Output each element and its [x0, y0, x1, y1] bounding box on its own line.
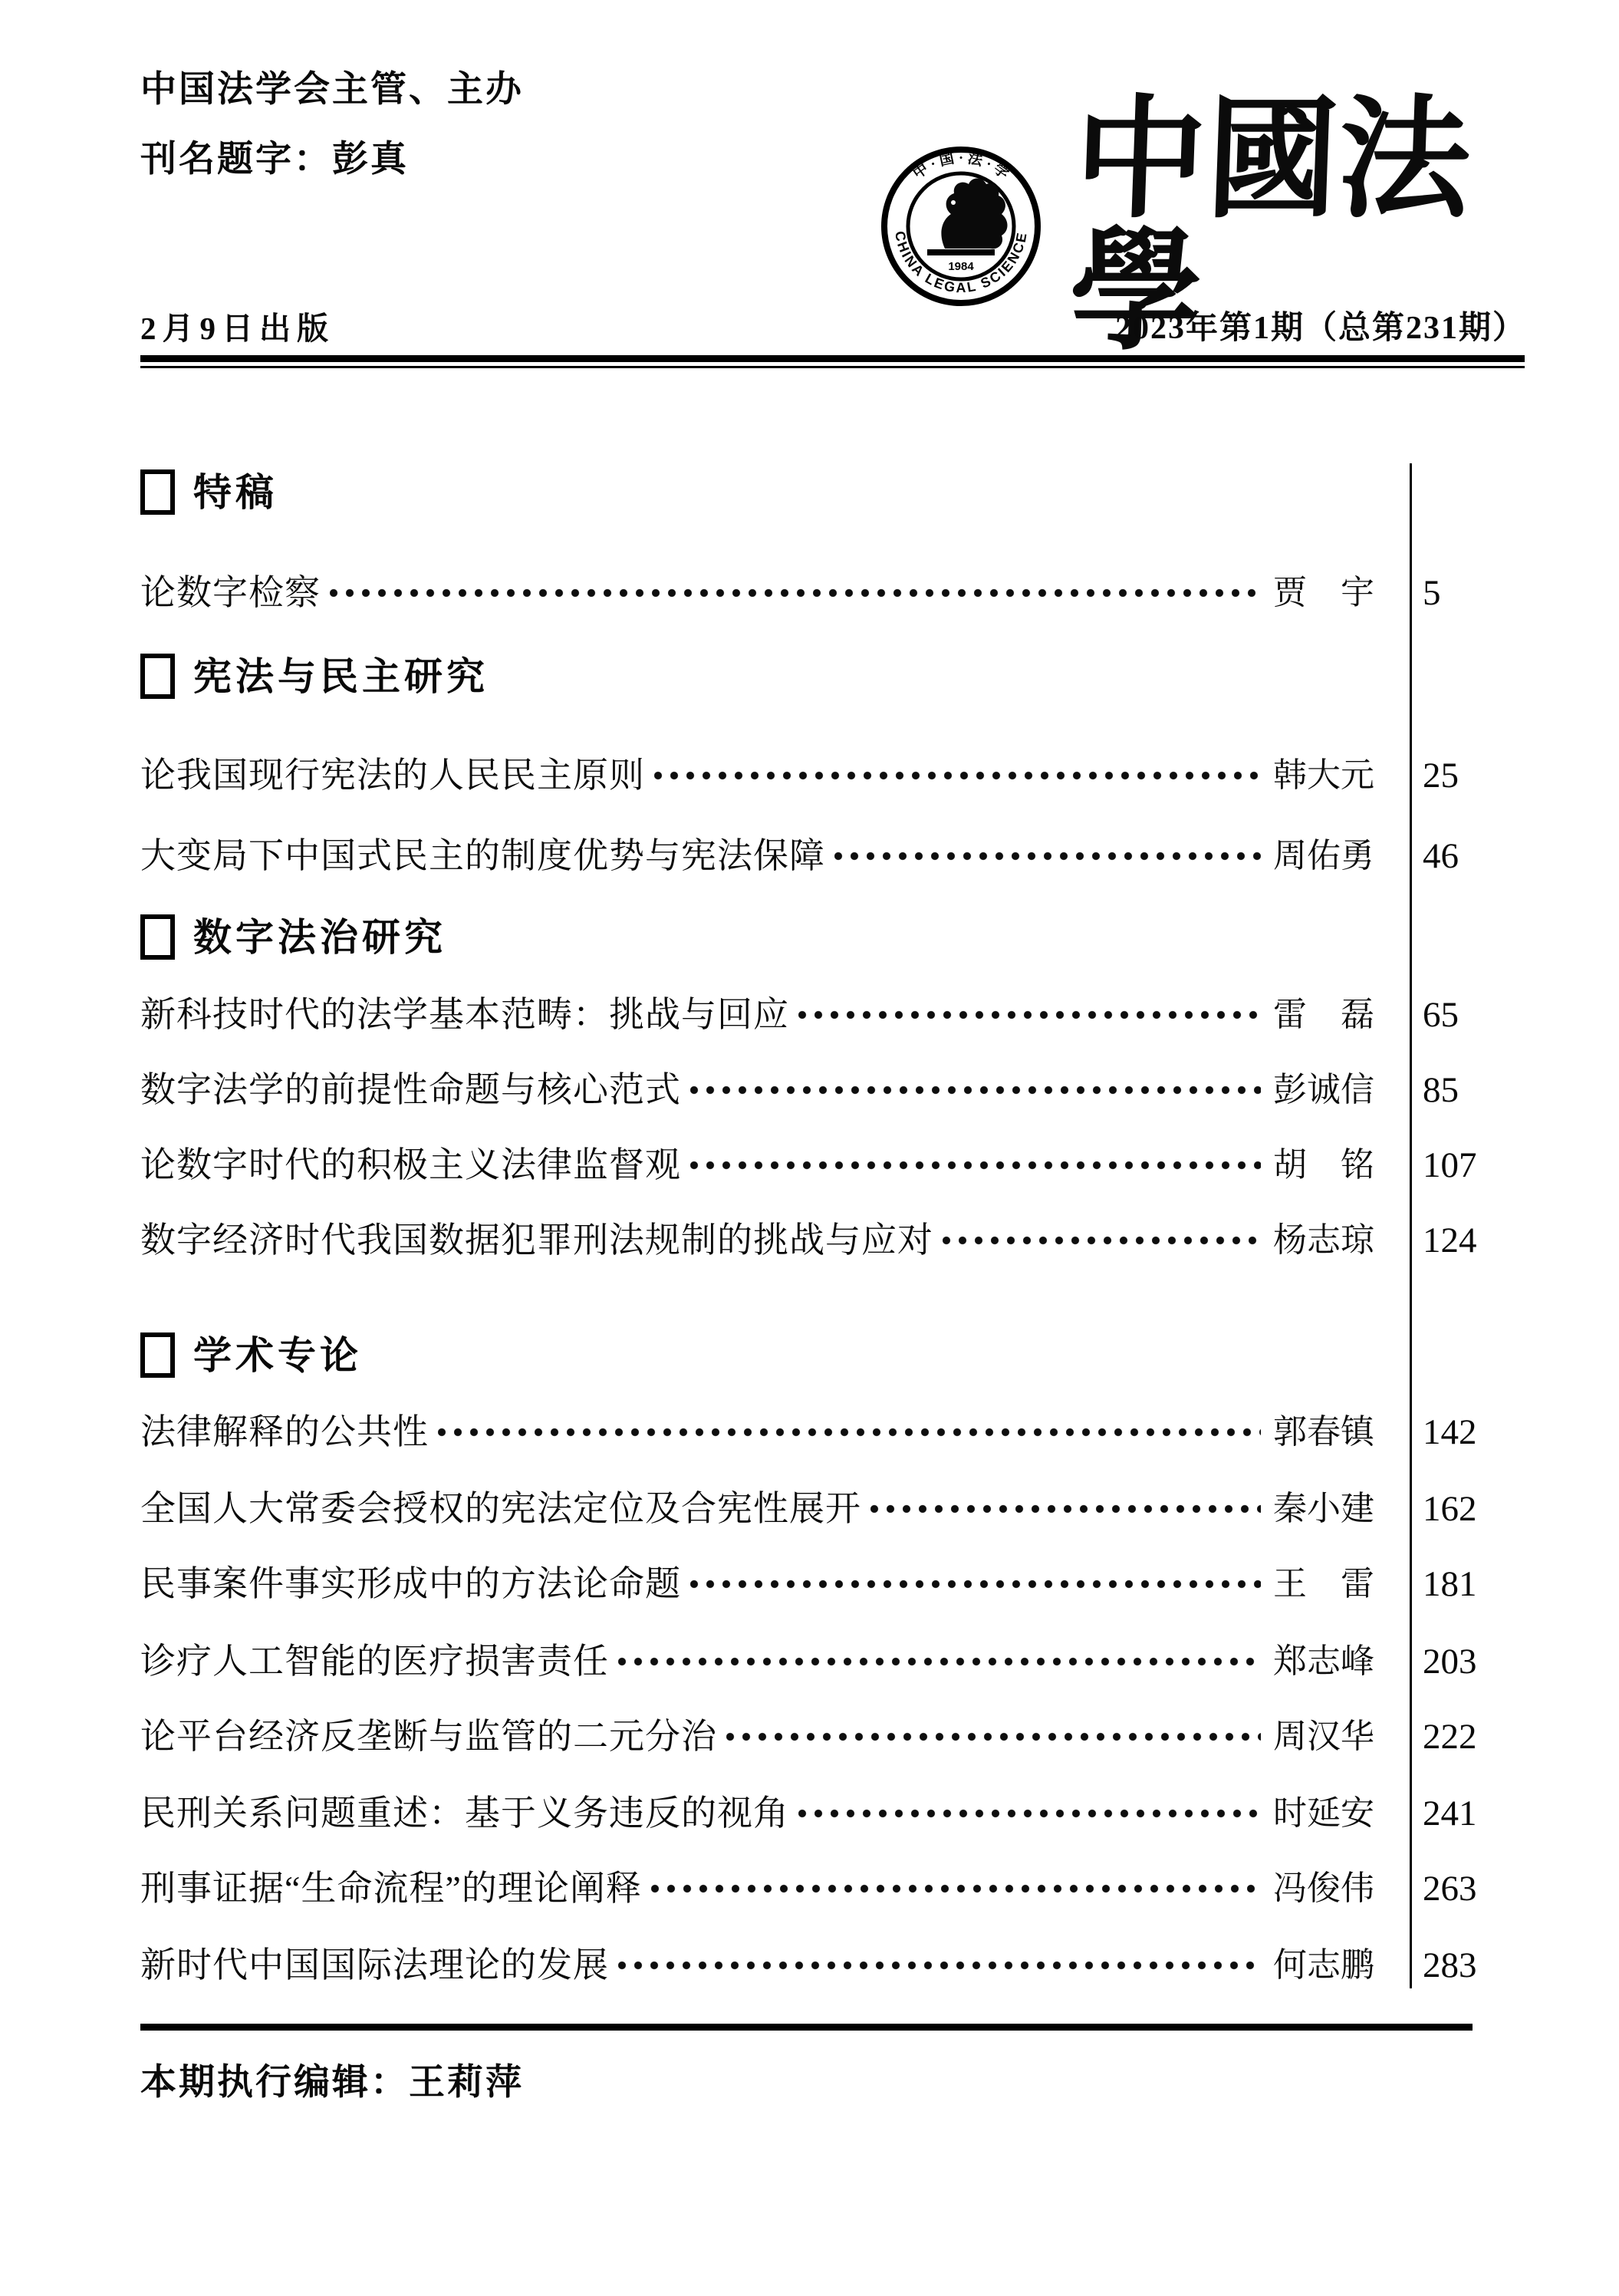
dot-leader: [870, 1502, 1261, 1516]
entry-author: 时延安: [1273, 1794, 1374, 1832]
entry-page-number: 222: [1423, 1716, 1477, 1757]
supervisor-line: 中国法学会主管、主办: [140, 68, 524, 109]
toc-entry: [140, 1715, 1505, 1758]
section-header-tegao: [140, 469, 278, 515]
dot-leader: [618, 1958, 1261, 1972]
entry-title: 论数字时代的积极主义法律监督观: [140, 1145, 681, 1184]
toc-entry: [140, 1792, 1505, 1835]
toc-entry: [140, 1487, 1505, 1530]
entry-page-number: 241: [1423, 1793, 1477, 1833]
entry-page-number: 5: [1423, 572, 1441, 613]
seal-top-text: 中 · 国 · 法 · 学: [910, 150, 1012, 183]
seal-year: 1984: [948, 260, 974, 273]
dot-leader: [618, 1655, 1261, 1668]
entry-page-number: 203: [1423, 1641, 1477, 1682]
toc-entry: [140, 1411, 1505, 1454]
footer-divider-rule: [140, 2024, 1473, 2031]
xiezhi-creature-icon: [941, 179, 1007, 249]
dot-leader: [654, 769, 1261, 782]
section-label: 宪法与民主研究: [193, 654, 489, 698]
toc-entry: [140, 1867, 1505, 1910]
toc-entry: [140, 835, 1505, 878]
section-header-xueshuzhuanlun: [140, 1332, 362, 1378]
toc-entry: [140, 1144, 1505, 1187]
entry-page-number: 181: [1423, 1563, 1477, 1604]
toc-entry: [140, 754, 1505, 797]
publish-date: 2月9日出版: [140, 311, 334, 346]
title-inscription-line: 刊名题字：彭真: [140, 138, 409, 179]
section-header-xianfa: [140, 654, 489, 699]
entry-title: 全国人大常委会授权的宪法定位及合宪性展开: [140, 1489, 861, 1528]
entry-title: 新科技时代的法学基本范畴：挑战与回应: [140, 995, 789, 1034]
entry-title: 论我国现行宪法的人民民主原则: [140, 756, 645, 795]
entry-title: 诊疗人工智能的医疗损害责任: [140, 1642, 609, 1681]
seal-pedestal: [927, 249, 995, 255]
header-divider-rule: [140, 355, 1525, 368]
entry-author: 彭诚信: [1273, 1071, 1374, 1108]
entry-page-number: 283: [1423, 1945, 1477, 1985]
entry-page-number: 142: [1423, 1412, 1477, 1452]
toc-entry: [140, 1219, 1505, 1262]
toc-entry: [140, 1069, 1505, 1112]
dot-leader: [798, 1008, 1261, 1022]
toc-entry: [140, 1563, 1505, 1606]
entry-author: 贾 宇: [1273, 574, 1374, 611]
section-square-icon: [140, 1332, 175, 1378]
entry-title: 论平台经济反垄断与监管的二元分治: [140, 1717, 717, 1756]
dot-leader: [690, 1158, 1261, 1172]
entry-page-number: 85: [1423, 1069, 1459, 1110]
entry-author: 冯俊伟: [1273, 1869, 1374, 1907]
entry-page-number: 107: [1423, 1145, 1477, 1185]
toc-entry: [140, 572, 1505, 614]
entry-author: 郭春镇: [1273, 1413, 1374, 1451]
journal-seal-logo: [879, 144, 1043, 308]
entry-page-number: 263: [1423, 1868, 1477, 1909]
entry-author: 王 雷: [1273, 1565, 1374, 1603]
entry-author: 韩大元: [1273, 756, 1374, 794]
entry-title: 法律解释的公共性: [140, 1412, 429, 1451]
section-label: 学术专论: [193, 1333, 362, 1377]
entry-title: 论数字检察: [140, 573, 321, 612]
toc-entry: [140, 1944, 1505, 1987]
toc-entry: [140, 1640, 1505, 1683]
masthead-left: [140, 68, 524, 179]
section-label: 数字法治研究: [193, 915, 446, 959]
section-square-icon: [140, 914, 175, 960]
entry-title: 民刑关系问题重述：基于义务违反的视角: [140, 1794, 789, 1833]
entry-author: 胡 铭: [1273, 1146, 1374, 1184]
entry-title: 数字法学的前提性命题与核心范式: [140, 1070, 681, 1109]
executive-editor-line: 本期执行编辑：王莉萍: [140, 2061, 524, 2102]
toc-entry: [140, 993, 1505, 1036]
dot-leader: [943, 1234, 1261, 1247]
entry-author: 郑志峰: [1273, 1642, 1374, 1680]
seal-bottom-text: CHINA LEGAL SCIENCE: [892, 229, 1030, 296]
dot-leader: [438, 1425, 1261, 1439]
entry-author: 杨志琼: [1273, 1221, 1374, 1259]
entry-title: 大变局下中国式民主的制度优势与宪法保障: [140, 836, 825, 875]
entry-page-number: 25: [1423, 755, 1459, 796]
dot-leader: [330, 586, 1261, 600]
dot-leader: [651, 1882, 1261, 1896]
entry-title: 新时代中国国际法理论的发展: [140, 1945, 609, 1985]
entry-page-number: 124: [1423, 1220, 1477, 1260]
section-square-icon: [140, 654, 175, 699]
entry-author: 秦小建: [1273, 1490, 1374, 1527]
entry-page-number: 162: [1423, 1488, 1477, 1529]
entry-page-number: 65: [1423, 994, 1459, 1035]
dot-leader: [690, 1083, 1261, 1097]
entry-author: 雷 磊: [1273, 996, 1374, 1033]
dot-leader: [690, 1577, 1261, 1591]
entry-title: 数字经济时代我国数据犯罪刑法规制的挑战与应对: [140, 1220, 933, 1260]
entry-author: 周佑勇: [1273, 837, 1374, 875]
dot-leader: [798, 1807, 1261, 1820]
section-label: 特稿: [193, 470, 278, 514]
section-square-icon: [140, 469, 175, 515]
section-header-shuzifazhi: [140, 914, 446, 960]
entry-title: 民事案件事实形成中的方法论命题: [140, 1564, 681, 1603]
entry-author: 周汉华: [1273, 1718, 1374, 1755]
journal-title-calligraphy: 中國法學: [1067, 88, 1473, 366]
dot-leader: [726, 1730, 1261, 1744]
entry-page-number: 46: [1423, 835, 1459, 876]
dot-leader: [834, 849, 1261, 863]
entry-author: 何志鹏: [1273, 1946, 1374, 1984]
entry-title: 刑事证据“生命流程”的理论阐释: [140, 1869, 642, 1908]
seal-logo-svg: [879, 144, 1043, 308]
issue-info: 2023年第1期（总第231期）: [1114, 311, 1526, 346]
